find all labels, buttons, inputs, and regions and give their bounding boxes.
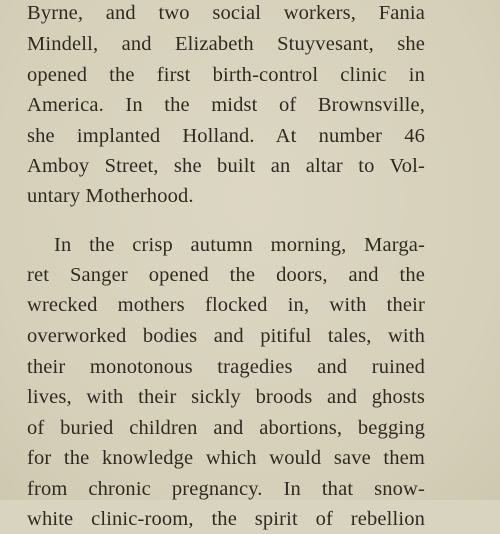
text-line-4: America. In the midst of Brownsville, <box>27 94 425 116</box>
paragraph-2-line-9: from chronic pregnancy. In that snow- <box>27 478 425 500</box>
paragraph-2-line-3: wrecked mothers flocked in, with their <box>27 294 425 316</box>
text-line-5: she implanted Holland. At number 46 <box>27 125 425 147</box>
text-line-1: Byrne, and two social workers, Fania <box>27 2 425 24</box>
text-line-7: untary Motherhood. <box>27 185 194 207</box>
paragraph-2-line-7: of buried children and abortions, begging <box>27 417 425 439</box>
text-line-6: Amboy Street, she built an altar to Vol- <box>27 155 425 177</box>
paragraph-2-line-1: In the crisp autumn morning, Marga- <box>54 234 425 256</box>
paragraph-2-line-10: white clinic-room, the spirit of rebellion <box>27 508 425 530</box>
paragraph-2-line-2: ret Sanger opened the doors, and the <box>27 264 425 286</box>
text-line-3: opened the first birth-control clinic in <box>27 64 425 86</box>
text-line-2: Mindell, and Elizabeth Stuyvesant, she <box>27 33 425 55</box>
paragraph-2-line-8: for the knowledge which would save them <box>27 447 425 469</box>
paragraph-2-line-6: lives, with their sickly broods and ghosts <box>27 386 425 408</box>
paragraph-2-line-4: overworked bodies and pitiful tales, with <box>27 325 425 347</box>
paragraph-2-line-5: their monotonous tragedies and ruined <box>27 356 425 378</box>
